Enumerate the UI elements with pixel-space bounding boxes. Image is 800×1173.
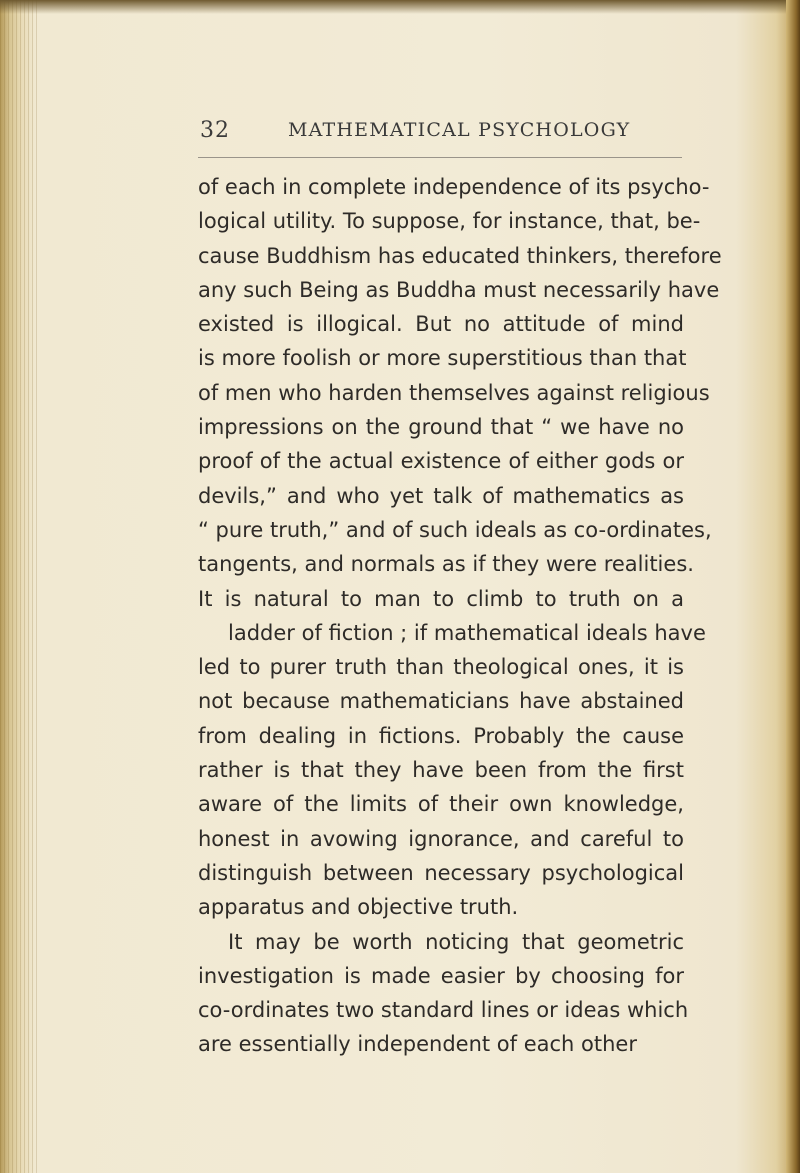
text-line: of each in complete independence of its psycho- [198,175,710,199]
running-title: MATHEMATICAL PSYCHOLOGY [288,119,631,141]
text-line: rather is that they have been from the first [198,758,684,783]
text-line: tangents, and normals as if they were realities. [198,552,694,577]
text-line: investigation is made easier by choosing for [198,963,684,988]
text-line: any such Being as Buddha must necessarily have [198,277,720,302]
text-line: distinguish between necessary psychological [198,860,684,885]
text-line: proof of the actual existence of either gods or [198,449,684,474]
page-number: 32 [200,118,230,143]
text-line: aware of the limits of their own knowledge, [198,792,684,817]
text-line: “ pure truth,” and of such ideals as co-ordinates, [198,517,712,542]
text-line: are essentially independent of each other [198,1032,637,1057]
text-line: It may be worth noticing that geometric [228,929,684,954]
top-shadow [0,0,800,14]
text-line: It is natural to man to climb to truth on a [198,586,684,611]
header-rule [198,157,682,158]
text-line: cause Buddhism has educated thinkers, therefore [198,243,722,268]
text-line: not because mathematicians have abstained [198,689,684,714]
text-line: is more foolish or more superstitious than that [198,346,687,371]
page-edge [786,0,800,1173]
text-line: existed is illogical. But no attitude of mind [198,312,684,337]
text-line: apparatus and objective truth. [198,895,519,920]
text-line: logical utility. To suppose, for instance, that, be- [198,209,701,234]
text-line: honest in avowing ignorance, and careful to [198,826,684,851]
text-line: impressions on the ground that “ we have no [198,415,684,440]
running-head [200,118,680,148]
text-line: of men who harden themselves against religious [198,380,710,405]
text-line: from dealing in fictions. Probably the cause [198,723,684,748]
body-text [198,170,722,1062]
book-binding [0,0,40,1173]
text-line: devils,” and who yet talk of mathematics as [198,483,684,508]
text-line: ladder of fiction ; if mathematical ideals have [228,620,706,645]
text-line: led to purer truth than theological ones, it is [198,655,684,680]
text-line: co-ordinates two standard lines or ideas which [198,998,689,1023]
